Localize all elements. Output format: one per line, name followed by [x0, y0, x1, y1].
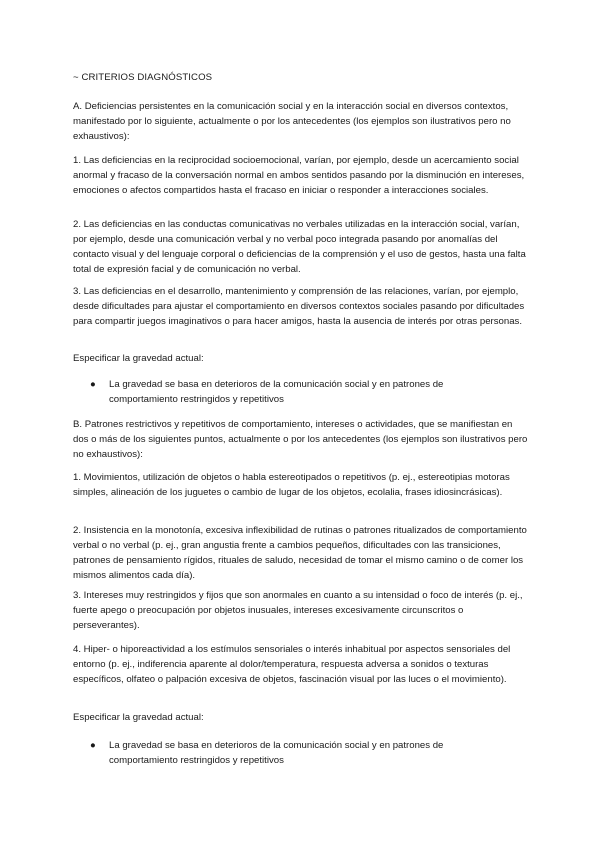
bullet-text: La gravedad se basa en deterioros de la comunicación social y en patrones de comportamiento restringidos y repetitivos [109, 740, 444, 766]
criterion-a3-paragraph: 3. Las deficiencias en el desarrollo, mantenimiento y comprensión de las relaciones, varían, por ejemplo, desde dificultades para ajustar el comportamiento en diversos contextos sociales pasando por dificultades para compartir juegos imaginativos o para hacer amigos, hasta la ausencia de interés por otras personas. [73, 286, 525, 327]
severity-label-a: Especificar la gravedad actual: [73, 353, 204, 364]
criterion-b4-paragraph: 4. Hiper- o hiporeactividad a los estímulos sensoriales o interés inhabitual por aspectos sensoriales del entorno (p. ej., indiferencia aparente al dolor/temperatura, respuesta adversa a sonidos o texturas específicos, olfateo o palpación excesiva de objetos, fascinación visual por las luces o el movimiento). [73, 644, 511, 685]
bullet-text: La gravedad se basa en deterioros de la comunicación social y en patrones de comportamiento restringidos y repetitivos [109, 379, 444, 405]
criterion-b-paragraph: B. Patrones restrictivos y repetitivos de comportamiento, intereses o actividades, que se manifiestan en dos o más de los siguientes puntos, actualmente o por los antecedentes (los ejemplos son ilustrativos pero no exhaustivos): [73, 419, 528, 460]
bullet-dot: ● [90, 740, 96, 751]
bullet-dot: ● [90, 379, 96, 390]
criterion-a1-paragraph: 1. Las deficiencias en la reciprocidad socioemocional, varían, por ejemplo, desde un acercamiento social anormal y fracaso de la conversación normal en ambos sentidos pasando por la disminución en intereses, emociones o afectos compartidos hasta el fracaso en iniciar o responder a interacciones sociales. [73, 155, 525, 196]
criterion-b1-paragraph: 1. Movimientos, utilización de objetos o habla estereotipados o repetitivos (p. ej., estereotipias motoras simples, alineación de los juguetes o cambio de lugar de los objetos, ecolalia, frases idiosincrásicas). [73, 472, 510, 498]
severity-label-b: Especificar la gravedad actual: [73, 712, 204, 723]
criterion-b2-paragraph: 2. Insistencia en la monotonía, excesiva inflexibilidad de rutinas o patrones ritualizados de comportamiento verbal o no verbal (p. ej., gran angustia frente a cambios pequeños, dificultades con las transiciones, patrones de pensamiento rígidos, rituales de saludo, necesidad de tomar el mismo camino o de comer los mismos alimentos cada día). [73, 525, 527, 581]
criterion-a2-paragraph: 2. Las deficiencias en las conductas comunicativas no verbales utilizadas en la interacción social, varían, por ejemplo, desde una comunicación verbal y no verbal poco integrada pasando por anomalías del contacto visual y del lenguaje corporal o deficiencias de la comprensión y el uso de gestos, hasta una falta total de expresión facial y de comunicación no verbal. [73, 219, 526, 275]
criterion-a-paragraph: A. Deficiencias persistentes en la comunicación social y en la interacción social en diversos contextos, manifestado por lo siguiente, actualmente o por los antecedentes (los ejemplos son ilustrativos pero no exhaustivos): [73, 101, 511, 142]
section-heading: ~ CRITERIOS DIAGNÓSTICOS [73, 72, 213, 83]
criterion-b3-paragraph: 3. Intereses muy restringidos y fijos que son anormales en cuanto a su intensidad o foco de interés (p. ej., fuerte apego o preocupación por objetos inusuales, intereses excesivamente circunscritos o perseverantes). [73, 590, 523, 631]
